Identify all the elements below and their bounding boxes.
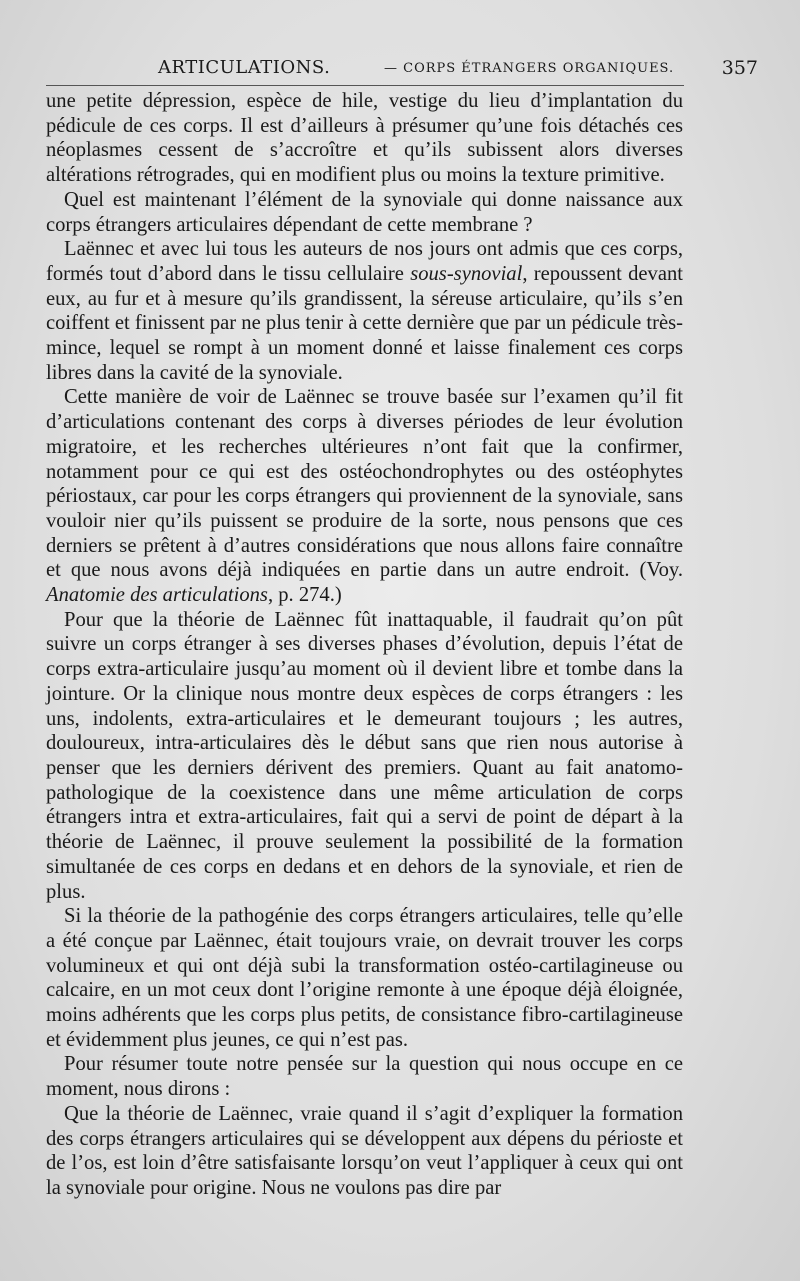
paragraph-1: une petite dépression, espèce de hile, vestige du lieu d’implantation du pédicule de ces corps. Il est d’ailleurs à présumer qu’une fois détachés ces néoplasmes cessent de s’accroître et qu’ils subissent alors diverses altérations rétrogrades, qui en modifient plus ou moins la texture primitive. (46, 90, 683, 187)
paragraph-8: Que la théorie de Laënnec, vraie quand il s’agit d’expliquer la formation des corps étrangers articulaires qui se développent aux dépens du périoste et de l’os, est loin d’être satisfaisante lorsqu’on veut l’appliquer à ceux qui ont la synoviale pour origine. Nous ne voulons pas dire par (46, 1102, 683, 1199)
paragraph-4: Cette manière de voir de Laënnec se trouve basée sur l’examen qu’il fit d’articulations contenant des corps à diverses périodes de leur évolution migratoire, et les recherches ultérieures n’ont fait que la confirmer, notamment pour ce qui est des ostéochondrophytes ou des ostéophytes périostaux, car pour les corps étrangers qui proviennent de la synoviale, sans vouloir nier qu’ils puissent se produire de la sorte, nous pensons que ces derniers se prêtent à d’autres considérations que nous allons faire connaître et que nous avons déjà indiquées en partie dans un autre endroit. (Voy. Anatomie des articulations, p. 274.) (46, 386, 683, 607)
paragraph-2: Quel est maintenant l’élément de la synoviale qui donne naissance aux corps étrangers articulaires dépendant de cette membrane ? (46, 188, 683, 236)
paragraph-3: Laënnec et avec lui tous les auteurs de nos jours ont admis que ces corps, formés tout d’abord dans le tissu cellulaire sous-synovial, repoussent devant eux, au fur et à mesure qu’ils grandissent, la séreuse articulaire, qu’ils s’en coiffent et finissent par ne plus tenir à cette dernière que par un pédicule très-mince, lequel se rompt à un moment donné et laisse finalement ces corps libres dans la cavité de la synoviale. (46, 238, 683, 384)
italic-reference: Anatomie des articulations (46, 584, 268, 607)
paragraph-6: Si la théorie de la pathogénie des corps étrangers articulaires, telle qu’elle a été conçue par Laënnec, était toujours vraie, on devrait trouver les corps volumineux et qui ont déjà subi la transformation ostéo-cartilagineuse ou calcaire, en un mot ceux dont l’origine remonte à une époque déjà éloignée, moins adhérents que les corps plus petits, de consistance fibro-cartilagineuse et évidemment plus jeunes, ce qui n’est pas. (46, 905, 683, 1051)
paragraph-5: Pour que la théorie de Laënnec fût inattaquable, il faudrait qu’on pût suivre un corps étranger à ses diverses phases d’évolution, depuis l’état de corps extra-articulaire jusqu’au moment où il devient libre et tombe dans la jointure. Or la clinique nous montre deux espèces de corps étrangers : les uns, indolents, extra-articulaires et le demeurant toujours ; les autres, douloureux, intra-articulaires dès le début sans que rien nous autorise à penser que les derniers dérivent des premiers. Quant au fait anatomo-pathologique de la coexistence dans une même articulation de corps étrangers intra et extra-articulaires, fait qui a servi de point de départ à la théorie de Laënnec, il prouve seulement la possibilité de la formation simultanée de ces corps en dedans et en dehors de la synoviale, et rien de plus. (46, 608, 683, 903)
page-body (46, 89, 683, 1201)
header-subtitle: — CORPS ÉTRANGERS ORGANIQUES. (384, 61, 675, 76)
page-number: 357 (721, 57, 758, 79)
running-header (46, 55, 758, 86)
italic-term: sous-synovial (410, 262, 523, 285)
paragraph-7: Pour résumer toute notre pensée sur la question qui nous occupe en ce moment, nous dirons : (46, 1053, 683, 1101)
header-title: ARTICULATIONS. (158, 57, 331, 78)
